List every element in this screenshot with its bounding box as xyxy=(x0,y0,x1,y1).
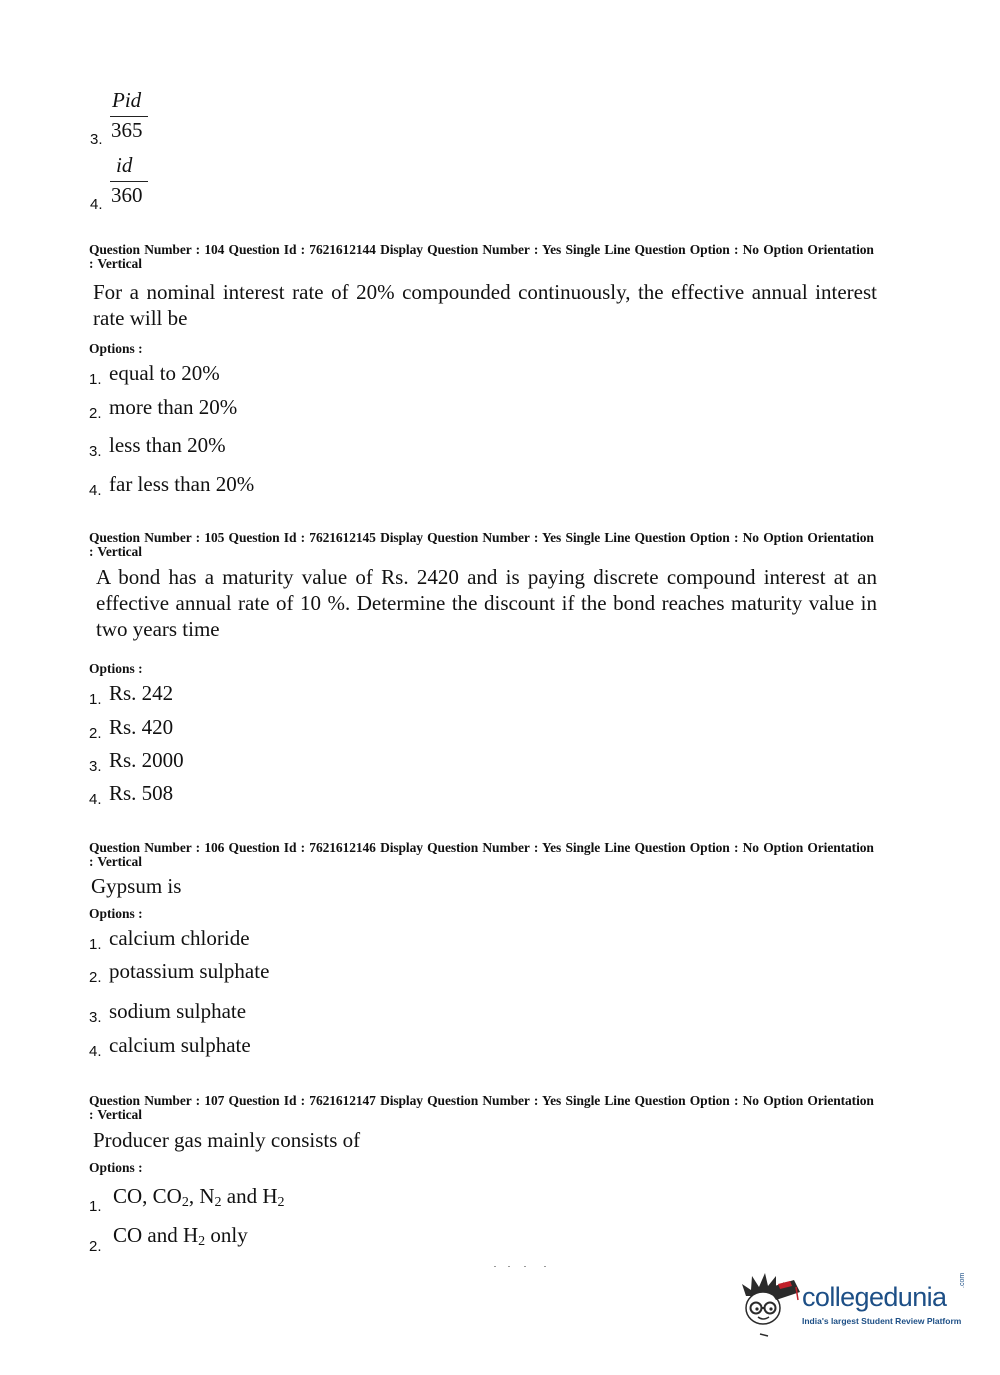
option-number: 2. xyxy=(89,1238,102,1255)
option-106-1 xyxy=(89,926,489,956)
option-text: equal to 20% xyxy=(109,361,220,385)
options-label: Options : xyxy=(89,661,143,676)
collegedunia-logo[interactable] xyxy=(738,1270,970,1340)
option-number: 3. xyxy=(89,443,102,460)
question-text-104: For a nominal interest rate of 20% compounded continuously, the effective annual interest rate will be xyxy=(93,280,877,330)
option-106-4 xyxy=(89,1033,489,1063)
option-text: CO, $CO_2$, $N_2$ and $H_2$ xyxy=(113,1184,285,1210)
option-number: 2. xyxy=(89,969,102,986)
option-number: 3. xyxy=(89,1009,102,1026)
options-label: Options : xyxy=(89,341,143,356)
question-meta-104: Question Number : 104 Question Id : 7621612144 Display Question Number : Yes Single Line Question Option : No Option Orientation : Vertical xyxy=(89,242,874,271)
option-104-4 xyxy=(89,472,489,502)
option-105-4 xyxy=(89,781,489,811)
option-number: 2. xyxy=(89,405,102,422)
option-104-1 xyxy=(89,361,489,391)
option-text: calcium chloride xyxy=(109,926,250,950)
carry-option-4 xyxy=(90,153,150,213)
carry-option-3 xyxy=(90,88,150,148)
option-number: 4. xyxy=(89,791,102,808)
option-text: Rs. 508 xyxy=(109,781,174,805)
scan-artifact xyxy=(494,1266,550,1268)
option-text: Rs. 420 xyxy=(109,715,174,739)
option-text: Rs. 242 xyxy=(109,681,174,705)
options-label: Options : xyxy=(89,1160,143,1175)
option-105-2 xyxy=(89,715,489,745)
option-number: 3. xyxy=(89,758,102,775)
option-number: 4. xyxy=(89,1043,102,1060)
option-104-3 xyxy=(89,433,489,463)
option-text: calcium sulphate xyxy=(109,1033,251,1057)
fraction-denominator: 360 xyxy=(111,183,143,207)
option-number: 1. xyxy=(89,936,102,953)
question-meta-105: Question Number : 105 Question Id : 7621612145 Display Question Number : Yes Single Line Question Option : No Option Orientation : Vertical xyxy=(89,530,874,559)
fraction-numerator: Pid xyxy=(112,88,142,112)
option-106-2 xyxy=(89,959,489,989)
fraction-numerator: id xyxy=(116,153,133,177)
option-number: 1. xyxy=(89,371,102,388)
option-107-1 xyxy=(89,1184,489,1220)
fraction-denominator: 365 xyxy=(111,118,143,142)
option-105-1 xyxy=(89,681,489,711)
option-text: far less than 20% xyxy=(109,472,255,496)
mascot-icon xyxy=(738,1270,802,1340)
option-text: less than 20% xyxy=(109,433,226,457)
option-number: 1. xyxy=(89,691,102,708)
option-text: Rs. 2000 xyxy=(109,748,184,772)
option-number: 2. xyxy=(89,725,102,742)
question-text-105: A bond has a maturity value of Rs. 2420 and is paying discrete compound interest at an effective annual rate of 10 %. Determine the discount if the bond reaches maturity value in two years time xyxy=(96,565,877,641)
option-text: more than 20% xyxy=(109,395,238,419)
brand-dotcom: .com xyxy=(959,1272,966,1288)
option-number: 1. xyxy=(89,1198,102,1215)
fraction-bar xyxy=(110,116,148,117)
brand-tagline: India's largest Student Review Platform xyxy=(802,1316,962,1326)
option-number: 3. xyxy=(90,131,103,148)
option-104-2 xyxy=(89,395,489,425)
option-text: CO and $H_2$ only xyxy=(113,1223,248,1249)
question-text-107: Producer gas mainly consists of xyxy=(93,1128,361,1152)
option-text: sodium sulphate xyxy=(109,999,247,1023)
fraction-bar xyxy=(110,181,148,182)
option-107-2 xyxy=(89,1223,489,1259)
brand-name: collegedunia xyxy=(802,1282,947,1312)
option-text: potassium sulphate xyxy=(109,959,270,983)
option-106-3 xyxy=(89,999,489,1029)
option-number: 4. xyxy=(89,482,102,499)
question-meta-106: Question Number : 106 Question Id : 7621612146 Display Question Number : Yes Single Line Question Option : No Option Orientation : Vertical xyxy=(89,840,874,869)
question-text-106: Gypsum is xyxy=(91,874,182,898)
option-105-3 xyxy=(89,748,489,778)
options-label: Options : xyxy=(89,906,143,921)
option-number: 4. xyxy=(90,196,103,213)
question-meta-107: Question Number : 107 Question Id : 7621612147 Display Question Number : Yes Single Line Question Option : No Option Orientation : Vertical xyxy=(89,1093,874,1122)
